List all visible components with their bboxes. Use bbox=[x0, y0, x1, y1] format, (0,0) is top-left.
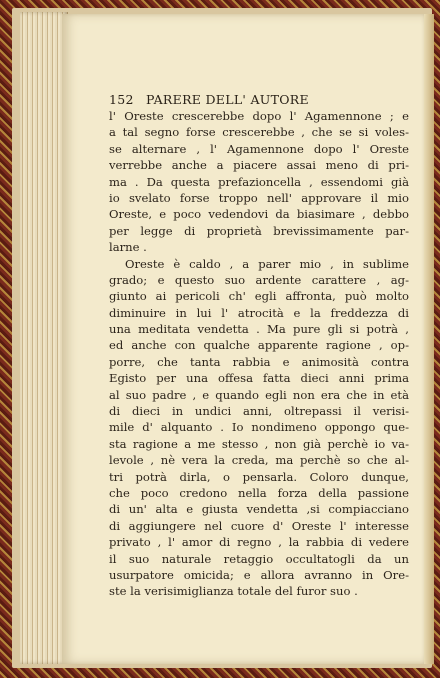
text-line: giunto ai pericoli ch' egli affronta, può molto bbox=[109, 289, 409, 304]
text-line: porre, che tanta rabbia e animosità contra bbox=[109, 354, 409, 369]
text-line: il suo naturale retaggio occultatogli da un bbox=[109, 551, 409, 566]
text-line: privato , l' amor di regno , la rabbia di vedere bbox=[109, 535, 409, 550]
text-line: di un' alta e giusta vendetta ,si compiacciano bbox=[109, 502, 409, 517]
text-line: Egisto per una offesa fatta dieci anni prima bbox=[109, 371, 409, 386]
text-line: ma . Da questa prefazioncella , essendomi già bbox=[109, 174, 409, 189]
right-page-edge bbox=[424, 14, 434, 664]
text-line: che poco credono nella forza della passione bbox=[109, 485, 409, 500]
text-line: al suo padre , e quando egli non era che in età bbox=[109, 387, 409, 402]
text-line: io svelato forse troppo nell' approvare il mio bbox=[109, 190, 409, 205]
text-line: se alternare , l' Agamennone dopo l' Oreste bbox=[109, 141, 409, 156]
text-line: per legge di proprietà brevissimamente par- bbox=[109, 223, 409, 238]
text-line: ste la verisimiglianza totale del furor suo . bbox=[109, 584, 358, 599]
text-line: sta ragione a me stesso , non già perchè io va- bbox=[109, 436, 409, 451]
body-text bbox=[109, 108, 409, 600]
text-line: una meditata vendetta . Ma pure gli si potrà , bbox=[109, 322, 409, 337]
text-line: verrebbe anche a piacere assai meno di pri- bbox=[109, 158, 409, 173]
text-line: di dieci in undici anni, oltrepassi il verisi- bbox=[109, 404, 409, 419]
text-line: ed anche con qualche apparente ragione , op- bbox=[109, 338, 409, 353]
text-line: a tal segno forse crescerebbe , che se si voles- bbox=[109, 125, 409, 140]
text-line: tri potrà dirla, o pensarla. Coloro dunque, bbox=[109, 469, 409, 484]
text-line: di aggiungere nel cuore d' Oreste l' interesse bbox=[109, 518, 409, 533]
page-edges bbox=[20, 12, 68, 664]
text-line: mile d' alquanto . Io nondimeno oppongo que- bbox=[109, 420, 409, 435]
running-title: PARERE DELL' AUTORE bbox=[146, 92, 309, 107]
text-line: Oreste è caldo , a parer mio , in sublime bbox=[125, 256, 409, 271]
running-header bbox=[109, 92, 409, 108]
text-line: l' Oreste crescerebbe dopo l' Agamennone ; e bbox=[109, 109, 409, 123]
text-line: levole , nè vera la creda, ma perchè so che al- bbox=[109, 453, 409, 468]
text-line: Oreste, e poco vedendovi da biasimare , debbo bbox=[109, 207, 409, 222]
page-number: 152 bbox=[109, 92, 134, 107]
text-line: usurpatore omicida; e allora avranno in Ore- bbox=[109, 567, 409, 582]
text-line: larne . bbox=[109, 240, 147, 255]
text-line: grado; e questo suo ardente carattere , ag- bbox=[109, 272, 409, 287]
text-line: diminuire in lui l' atrocità e la freddezza di bbox=[109, 305, 409, 320]
